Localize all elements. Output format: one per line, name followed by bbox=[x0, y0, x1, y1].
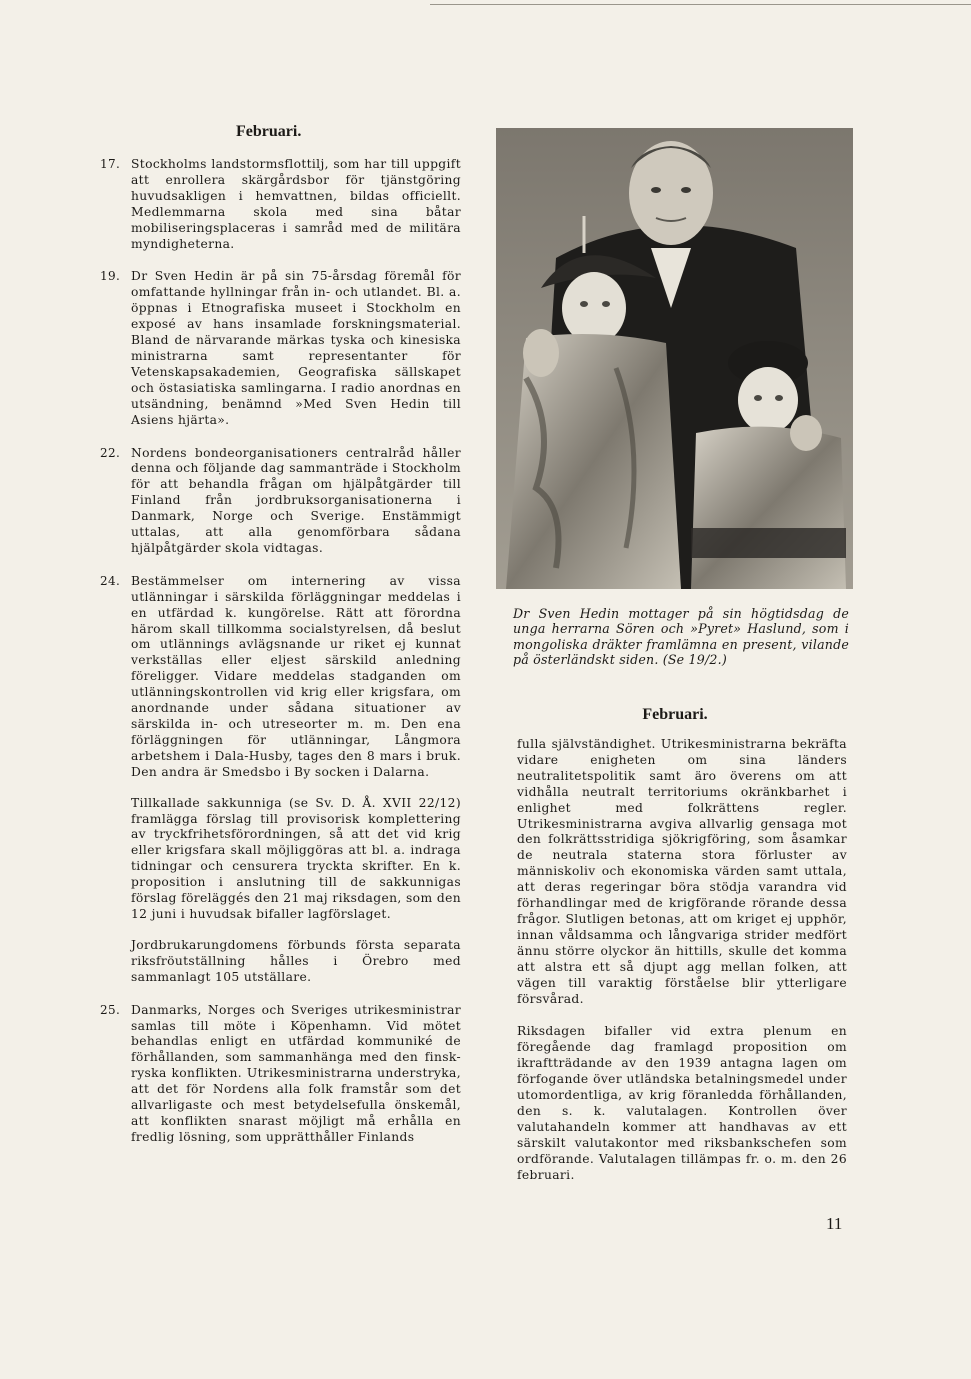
entry bbox=[100, 573, 461, 986]
entry-date: 19. bbox=[100, 269, 121, 284]
photo-caption: Dr Sven Hedin mottager på sin högtidsdag de unga herrarna Sören och »Pyret» Haslund, som i mongoliska dräkter framlämna en present, vilande på österländskt siden. (Se 19/2.) bbox=[513, 606, 849, 668]
left-heading: Februari. bbox=[236, 123, 302, 140]
entry-text: Stockholms landstormsflottilj, som har till uppgift att enrollera skärgårdsbor för tjänstgöring huvudsakligen i hemvattnen, bildas officiellt. Medlemmarna skola med sina båtar mobiliseringsplaceras i samråd med de militära myndigheterna. bbox=[131, 157, 461, 251]
entry-date: 24. bbox=[100, 573, 121, 588]
entry-text: Dr Sven Hedin är på sin 75-årsdag föremål för omfattande hyllningar från in- och utlandet. Bl. a. öppnas i Etnografiska museet i Stockholm en exposé av hans insamlade forskningsmaterial. Bland de närvarande märkas tyska och kinesiska ministrarna samt representanter för Vetenskapsakademien, Geografiska sällskapet och östasiatiska samlingarna. I radio anordnas en utsändning, benämnd »Med Sven Hedin till Asiens hjärta». bbox=[131, 269, 461, 427]
photograph-image bbox=[496, 128, 853, 589]
entry bbox=[100, 445, 461, 557]
entry-date: 22. bbox=[100, 445, 121, 460]
entry-text: Bestämmelser om internering av vissa utlänningar i särskilda förläggningar meddelas i en utfärdad k. kungörelse. Rätt att förordna härom skall tillkomma socialstyrelsen, då beslut om utlännings avlägsnande ur riket ej kunnat verkställas eller eljest särskild anledning föreligger. Vidare meddelas stadganden om utlänningskontrollen vid krig eller krigsfara, om anordnande under sådana situationer av särskilda in- och utreseorter m. m. Den ena förläggningen för utlänningar, Långmora arbetshem i Dala-Husby, tages den 8 mars i bruk. Den andra är Smedsbo i By socken i Dalarna. bbox=[131, 573, 461, 779]
photograph bbox=[496, 128, 853, 589]
top-rule bbox=[430, 4, 971, 5]
entry bbox=[100, 269, 461, 428]
right-paragraph: fulla självständighet. Utrikesministrarna bekräfta vidare enigheten om sina länders neutralitetspolitik samt äro överens om att vidhålla neutralt territoriums okränkbarhet i enlighet med folkrättens regler. Utrikesministrarna avgiva allvarlig gensaga mot den folkrättsstridiga sjökrigföring, som åsamkar de neutrala staterna stora förluster av människoliv och ekonomiska värden samt uttala, att deras regeringar böra stödja varandra vid förhandlingar med de krigförande rörande dessa frågor. Slutligen betonas, att om kriget ej upphör, innan våldsamma och långvariga strider medfört ännu större olyckor än hittills, skulle det komma att alstra ett så djupt agg mellan folken, att vägen till varaktig förståelse blir ytterligare försvårad. bbox=[517, 737, 847, 1006]
right-paragraph: Riksdagen bifaller vid extra plenum en föregående dag framlagd proposition om ikraftträdande av den 1939 antagna lagen om förfogande över utländska betalningsmedel under utomordentliga, av krig föranledda förhållanden, den s. k. valutalagen. Kontrollen över valutahandeln kommer att handhavas av ett särskilt valutakontor med riksbankschefen som ordförande. Valutalagen tillämpas fr. o. m. den 26 februari. bbox=[517, 1024, 847, 1182]
entry-date: 17. bbox=[100, 157, 121, 171]
entry-text: Jordbrukarungdomens förbunds första separata riksfröutställning hålles i Örebro med sammanlagt 105 utställare. bbox=[131, 937, 461, 984]
right-column bbox=[517, 737, 847, 1198]
entry-date: 25. bbox=[100, 1002, 121, 1017]
entry-text: Danmarks, Norges och Sveriges utrikesministrar samlas till möte i Köpenhamn. Vid mötet behandlas enligt en utfärdad kommuniké de förhållanden, som sammanhänga med den finsk-ryska konflikten. Utrikesministrarna understryka, att det för Nordens alla folk framstår som det allvarligaste och mest betydelsefulla önskemål, att konflikten snarast möjligt må erhålla en fredlig lösning, som upprätthåller Finlands bbox=[131, 1002, 461, 1144]
entry-text: Nordens bondeorganisationers centralråd håller denna och följande dag sammanträde i Stockholm för att behandla frågan om hjälpåtgärder till Finland från jordbruksorganisationerna i Danmark, Norge och Sverige. Enstämmigt uttalas, att alla genomförbara sådana hjälpåtgärder skola vidtagas. bbox=[131, 445, 461, 555]
entry bbox=[100, 157, 461, 252]
entry bbox=[100, 1002, 461, 1146]
page-number: 11 bbox=[826, 1214, 843, 1233]
entry-text: Tillkallade sakkunniga (se Sv. D. Å. XVII 22/12) framlägga förslag till provisorisk komplettering av tryckfrihetsförordningen, så att det vid krig eller krigsfara skall möjliggöras att bl. a. indraga tidningar och censurera tryckta skrifter. En k. proposition i anslutning till de sakkunnigas förslag föreläggés den 21 maj riksdagen, som den 12 juni i huvudsak bifaller lagförslaget. bbox=[131, 795, 461, 921]
left-column bbox=[100, 157, 461, 1161]
right-heading: Februari. bbox=[642, 706, 708, 723]
